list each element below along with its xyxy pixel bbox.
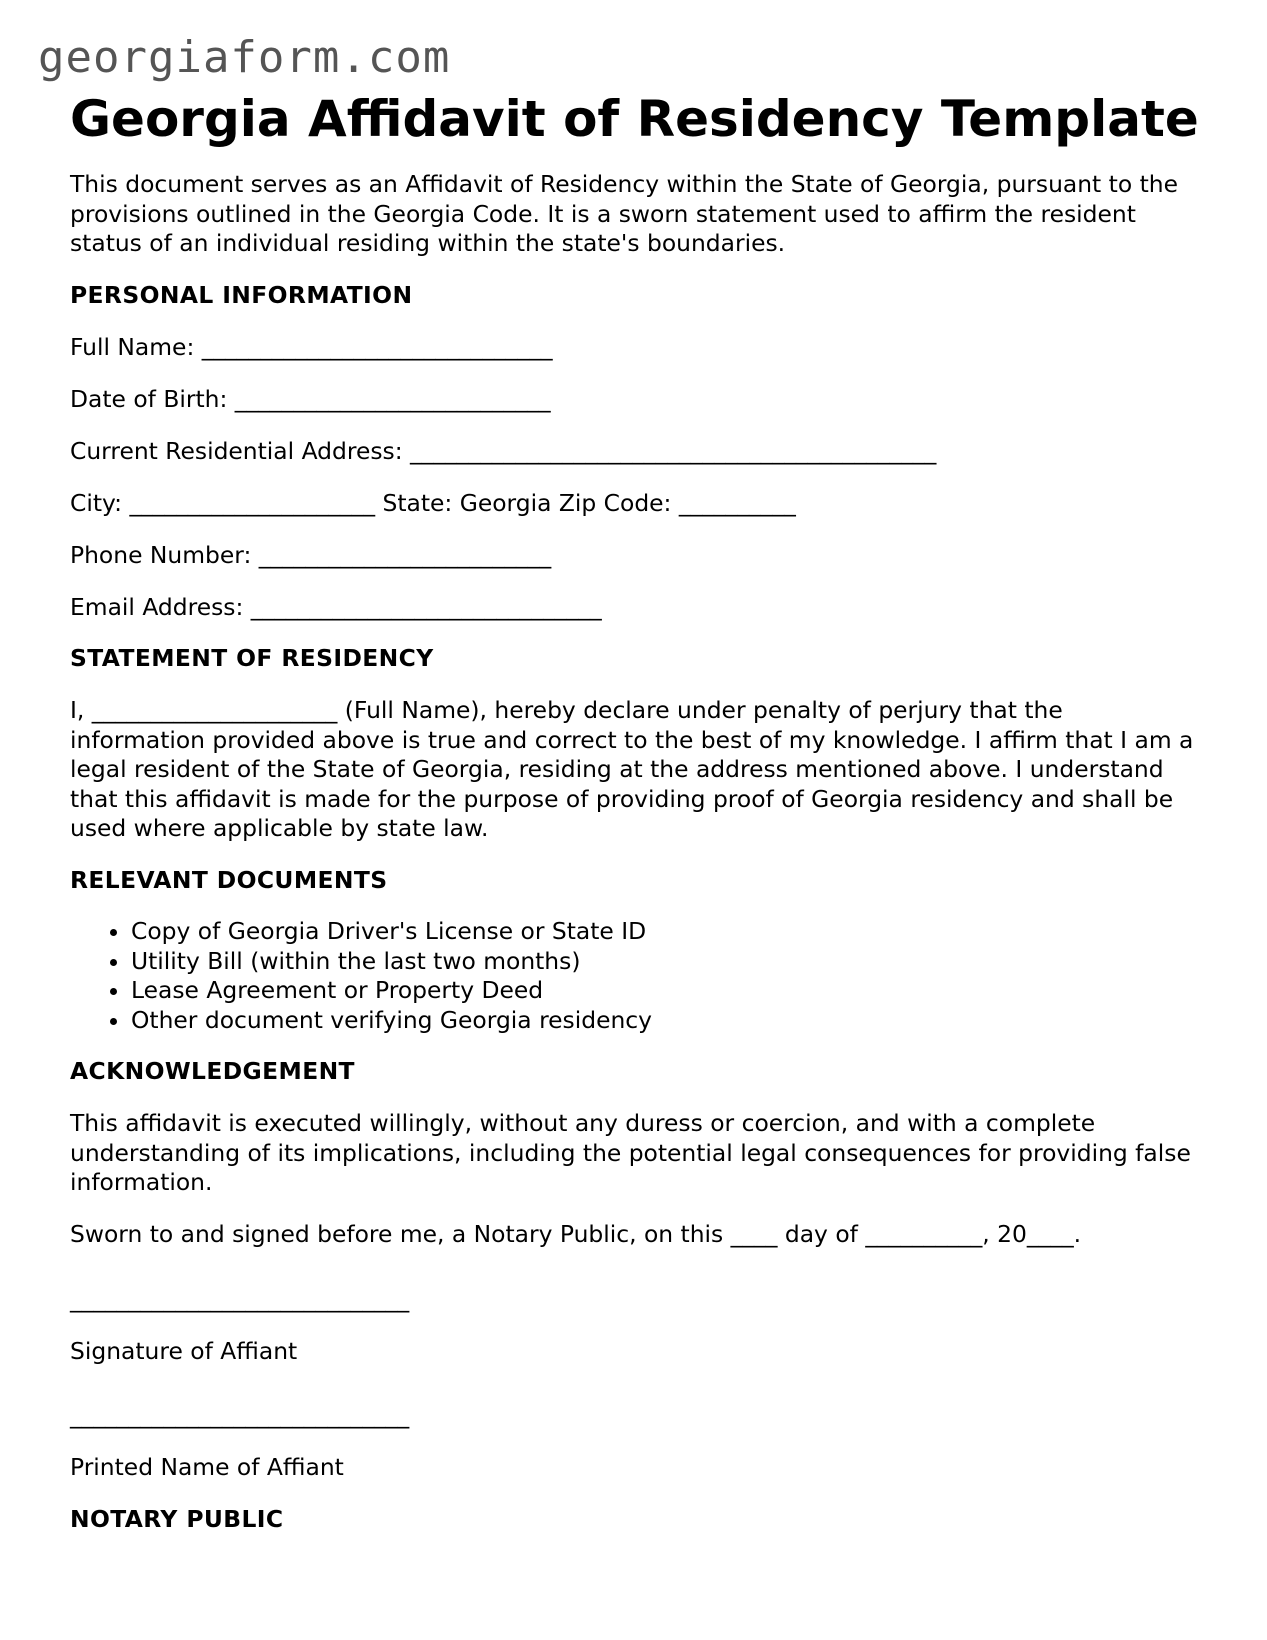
relevant-documents-heading: RELEVANT DOCUMENTS [70,865,388,894]
list-item: • Copy of Georgia Driver's License or State ID [131,917,1200,947]
full-name-field: Full Name: ______________________________ [70,332,553,361]
acknowledgement-paragraph: This affidavit is executed willingly, without any duress or coercion, and with a complete understanding of its implications, including the potential legal consequences for providing false information. [70,1109,1191,1196]
list-item: • Other document verifying Georgia residency [131,1006,1200,1036]
phone-number-field: Phone Number: _________________________ [70,540,552,569]
document-page [70,88,1200,1534]
signature-line: _____________________________ [70,1284,410,1313]
residential-address-field: Current Residential Address: _____________________________________________ [70,436,937,465]
statement-of-residency-heading: STATEMENT OF RESIDENCY [70,644,434,672]
watermark: georgiaform.com [38,32,451,83]
intro-paragraph: This document serves as an Affidavit of Residency within the State of Georgia, pursuant to the provisions outlined in the Georgia Code. It is a sworn statement used to affirm the resident status of an individual residing within the state's boundaries. [70,170,1178,257]
city-state-zip-field: City: _____________________ State: Georgia Zip Code: __________ [70,488,796,517]
personal-information-heading: PERSONAL INFORMATION [70,280,413,309]
acknowledgement-heading: ACKNOWLEDGEMENT [70,1057,355,1085]
document-title: Georgia Affidavit of Residency Template [70,90,1199,148]
date-of-birth-field: Date of Birth: ___________________________ [70,384,551,413]
list-item: • Utility Bill (within the last two months) [131,947,1200,977]
sworn-statement: Sworn to and signed before me, a Notary Public, on this ____ day of __________, 20____. [70,1220,1082,1248]
list-item: • Lease Agreement or Property Deed [131,976,1200,1006]
relevant-documents-list [70,917,1200,1035]
printed-name-line: _____________________________ [70,1401,410,1429]
notary-public-heading: NOTARY PUBLIC [70,1504,284,1533]
statement-paragraph: I, _____________________ (Full Name), hereby declare under penalty of perjury that the information provided above is true and correct to the best of my knowledge. I affirm that I am a legal resident of the State of Georgia, residing at the address mentioned above. I understand that this affidavit is made for the purpose of providing proof of Georgia residency and shall be used where applicable by state law. [70,696,1194,842]
email-address-field: Email Address: ______________________________ [70,592,602,621]
signature-label: Signature of Affiant [70,1336,298,1365]
printed-name-label: Printed Name of Affiant [70,1453,344,1481]
